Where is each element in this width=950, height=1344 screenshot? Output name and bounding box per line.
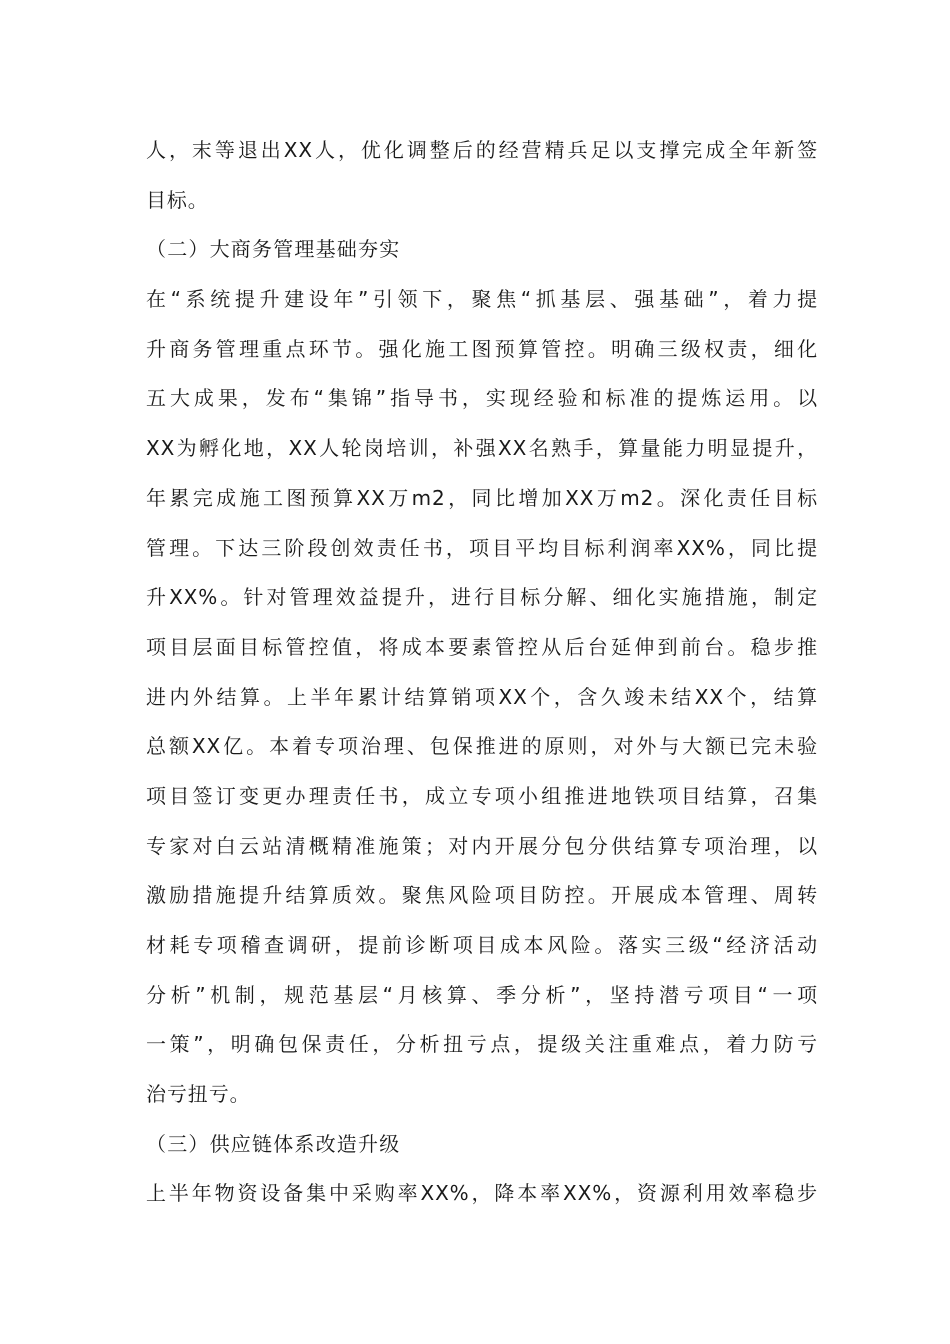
text-line-7: XX为孵化地，XX人轮岗培训，补强XX名熟手，算量能力明显提升， — [146, 436, 818, 461]
text-line-19: 一策”，明确包保责任，分析扭亏点，提级关注重难点，着力防亏 — [146, 1032, 818, 1057]
text-line-1: 人，末等退出XX人，优化调整后的经营精兵足以支撑完成全年新签 — [146, 138, 818, 162]
text-column — [146, 126, 818, 1219]
text-line-13: 总额XX亿。本着专项治理、包保推进的原则，对外与大额已完未验 — [146, 734, 818, 759]
text-line-12: 进内外结算。上半年累计结算销项XX个，含久竣未结XX个，结算 — [146, 684, 818, 709]
text-line-14: 项目签订变更办理责任书，成立专项小组推进地铁项目结算，召集 — [146, 783, 818, 808]
text-line-4: 在“系统提升建设年”引领下，聚焦“抓基层、强基础”，着力提 — [146, 287, 818, 312]
text-line-5: 升商务管理重点环节。强化施工图预算管控。明确三级权责，细化 — [146, 336, 818, 361]
text-line-11: 项目层面目标管控值，将成本要素管控从后台延伸到前台。稳步推 — [146, 634, 818, 659]
text-line-16: 激励措施提升结算质效。聚焦风险项目防控。开展成本管理、周转 — [146, 883, 818, 908]
text-line-8: 年累完成施工图预算XX万m2，同比增加XX万m2。深化责任目标 — [146, 485, 818, 510]
text-line-22: 上半年物资设备集中采购率XX%，降本率XX%，资源利用效率稳步 — [146, 1181, 818, 1206]
text-line-20: 治亏扭亏。 — [146, 1082, 251, 1107]
text-line-17: 材耗专项稽查调研，提前诊断项目成本风险。落实三级“经济活动 — [146, 933, 818, 957]
section-heading-3: （三）供应链体系改造升级 — [146, 1131, 401, 1156]
text-line-2: 目标。 — [146, 187, 209, 212]
text-line-10: 升XX%。针对管理效益提升，进行目标分解、细化实施措施，制定 — [146, 585, 818, 610]
text-line-18: 分析”机制，规范基层“月核算、季分析”，坚持潜亏项目“一项 — [146, 982, 818, 1007]
section-heading-2: （二）大商务管理基础夯实 — [146, 237, 401, 262]
text-line-9: 管理。下达三阶段创效责任书，项目平均目标利润率XX%，同比提 — [146, 535, 818, 560]
text-line-6: 五大成果，发布“集锦”指导书，实现经验和标准的提炼运用。以 — [146, 386, 818, 411]
text-line-15: 专家对白云站清概精准施策；对内开展分包分供结算专项治理，以 — [146, 833, 818, 858]
